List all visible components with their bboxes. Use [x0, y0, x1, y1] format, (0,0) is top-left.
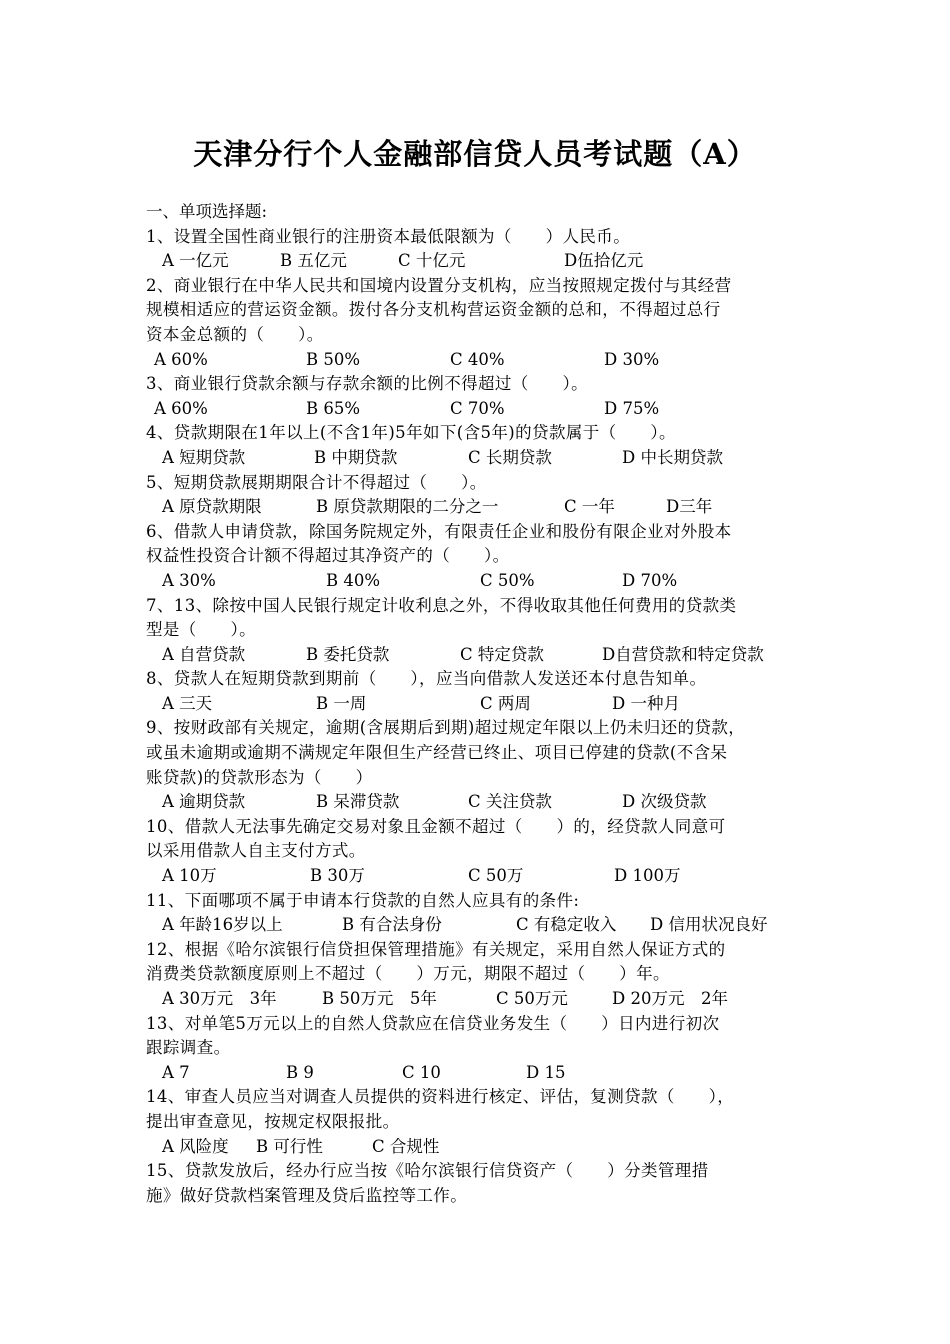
option-d: D 次级贷款 [622, 792, 707, 812]
option-a: A 短期贷款 [162, 447, 246, 467]
question-9-text: 账贷款)的贷款形态为（ ） [146, 767, 373, 787]
question-3-text: 3、商业银行贷款余额与存款余额的比例不得超过（ ）。 [146, 374, 589, 394]
option-b: B 呆滞贷款 [316, 792, 400, 812]
question-13-options [146, 1061, 814, 1086]
option-a: A 30% [162, 570, 216, 590]
option-a: A 三天 [162, 693, 213, 713]
question-6-options [146, 569, 814, 594]
option-b: B 30万 [310, 866, 365, 886]
option-c: C 50万元 [496, 989, 568, 1008]
question-1-text: 1、设置全国性商业银行的注册资本最低限额为（ ）人民币。 [146, 226, 631, 246]
question-2-options [146, 348, 814, 373]
exam-body [146, 200, 814, 1208]
question-11-text: 11、下面哪项不属于申请本行贷款的自然人应具有的条件: [146, 890, 580, 910]
question-4-text: 4、贷款期限在1年以上(不含1年)5年如下(含5年)的贷款属于（ ）。 [146, 423, 676, 443]
question-8-text: 8、贷款人在短期贷款到期前（ ），应当向借款人发送还本付息告知单。 [146, 669, 707, 689]
option-c: C 长期贷款 [468, 447, 552, 467]
question-8-options [146, 692, 814, 717]
question-9-options [146, 790, 814, 815]
question-2-text: 2、商业银行在中华人民共和国境内设置分支机构，应当按照规定拨付与其经营 [146, 275, 732, 295]
question-2-text: 资本金总额的（ ）。 [146, 324, 324, 344]
option-b: B 9 [286, 1062, 314, 1082]
option-c: C 十亿元 [398, 251, 466, 271]
section-heading: 一、单项选择题: [146, 202, 268, 221]
option-d: D 15 [526, 1062, 566, 1082]
option-a: A 7 [162, 1062, 190, 1082]
question-10-text: 以采用借款人自主支付方式。 [146, 841, 366, 861]
option-b: B 有合法身份 [342, 915, 442, 935]
option-c: C 两周 [480, 693, 531, 713]
option-c: C 合规性 [372, 1136, 440, 1156]
option-a: A 60% [154, 398, 208, 418]
option-d: D三年 [666, 497, 713, 517]
option-b: B 中期贷款 [314, 447, 398, 467]
question-2-text: 规模相适应的营运资金额。拨付各分支机构营运资金额的总和，不得超过总行 [146, 300, 721, 320]
question-5-options [146, 495, 814, 520]
question-14-text: 提出审查意见，按规定权限报批。 [146, 1111, 400, 1131]
option-c: C 有稳定收入 [516, 915, 617, 935]
option-c: C 关注贷款 [468, 792, 552, 812]
question-5-text: 5、短期贷款展期期限合计不得超过（ ）。 [146, 472, 487, 492]
option-d: D 75% [604, 398, 660, 418]
question-12-text: 12、根据《哈尔滨银行信贷担保管理措施》有关规定，采用自然人保证方式的 [146, 939, 726, 959]
option-b: B 50% [306, 349, 361, 369]
question-10-text: 10、借款人无法事先确定交易对象且金额不超过（ ）的，经贷款人同意可 [146, 816, 726, 836]
question-9-text: 9、按财政部有关规定，逾期(含展期后到期)超过规定年限以上仍未归还的贷款， [146, 718, 746, 738]
option-b: B 委托贷款 [306, 644, 390, 664]
question-1-options [146, 249, 814, 274]
option-c: C 10 [402, 1062, 441, 1082]
question-13-text: 13、对单笔5万元以上的自然人贷款应在信贷业务发生（ ）日内进行初次 [146, 1013, 720, 1033]
option-d: D自营贷款和特定贷款 [602, 644, 764, 664]
option-a: A 10万 [162, 866, 217, 886]
option-c: C 50% [480, 570, 535, 590]
question-12-text: 消费类贷款额度原则上不超过（ ）万元，期限不超过（ ）年。 [146, 964, 670, 984]
question-14-options [146, 1135, 814, 1160]
option-a: A 30万元 3年 [162, 989, 277, 1008]
option-a: A 60% [154, 349, 208, 369]
option-c: C 一年 [564, 497, 615, 517]
option-d: D 100万 [614, 866, 681, 886]
option-b: B 65% [306, 398, 361, 418]
option-d: D伍拾亿元 [564, 251, 644, 271]
question-3-options [146, 397, 814, 422]
option-a: A 风险度 [162, 1136, 229, 1156]
question-6-text: 6、借款人申请贷款，除国务院规定外，有限责任企业和股份有限企业对外股本 [146, 521, 732, 541]
option-a: A 一亿元 [162, 251, 229, 271]
question-9-text: 或虽未逾期或逾期不满规定年限但生产经营已终止、项目已停建的贷款(不含呆 [146, 743, 728, 763]
option-d: D 20万元 2年 [612, 989, 728, 1008]
option-d: D 30% [604, 349, 660, 369]
question-15-text: 15、贷款发放后，经办行应当按《哈尔滨银行信贷资产（ ）分类管理措 [146, 1161, 709, 1181]
option-c: C 40% [450, 349, 505, 369]
question-12-options [146, 987, 814, 1012]
option-d: D 中长期贷款 [622, 447, 723, 467]
option-d: D 70% [622, 570, 678, 590]
option-b: B 原贷款期限的二分之一 [316, 497, 499, 517]
option-b: B 一周 [316, 693, 367, 713]
question-13-text: 跟踪调查。 [146, 1038, 231, 1058]
question-15-text: 施》做好贷款档案管理及贷后监控等工作。 [146, 1185, 468, 1205]
question-10-options [146, 864, 814, 889]
question-14-text: 14、审查人员应当对调查人员提供的资料进行核定、评估，复测贷款（ ）， [146, 1087, 735, 1107]
option-d: D 信用状况良好 [650, 915, 768, 935]
question-7-text: 7、13、除按中国人民银行规定计收利息之外，不得收取其他任何费用的贷款类 [146, 595, 737, 615]
question-11-options [146, 913, 814, 938]
option-a: A 自营贷款 [162, 644, 246, 664]
option-a: A 逾期贷款 [162, 792, 246, 812]
exam-title: 天津分行个人金融部信贷人员考试题（A） [193, 137, 757, 171]
option-d: D 一种月 [612, 693, 680, 713]
option-b: B 40% [326, 570, 381, 590]
question-7-options [146, 643, 814, 668]
option-c: C 70% [450, 398, 505, 418]
option-a: A 年龄16岁以上 [162, 915, 283, 935]
option-b: B 50万元 5年 [322, 989, 437, 1008]
option-c: C 50万 [468, 866, 524, 886]
question-6-text: 权益性投资合计额不得超过其净资产的（ ）。 [146, 546, 510, 566]
question-4-options [146, 446, 814, 471]
question-7-text: 型是（ ）。 [146, 620, 257, 640]
option-b: B 五亿元 [280, 251, 347, 271]
option-c: C 特定贷款 [460, 644, 544, 664]
option-a: A 原贷款期限 [162, 497, 262, 517]
option-b: B 可行性 [256, 1136, 323, 1156]
